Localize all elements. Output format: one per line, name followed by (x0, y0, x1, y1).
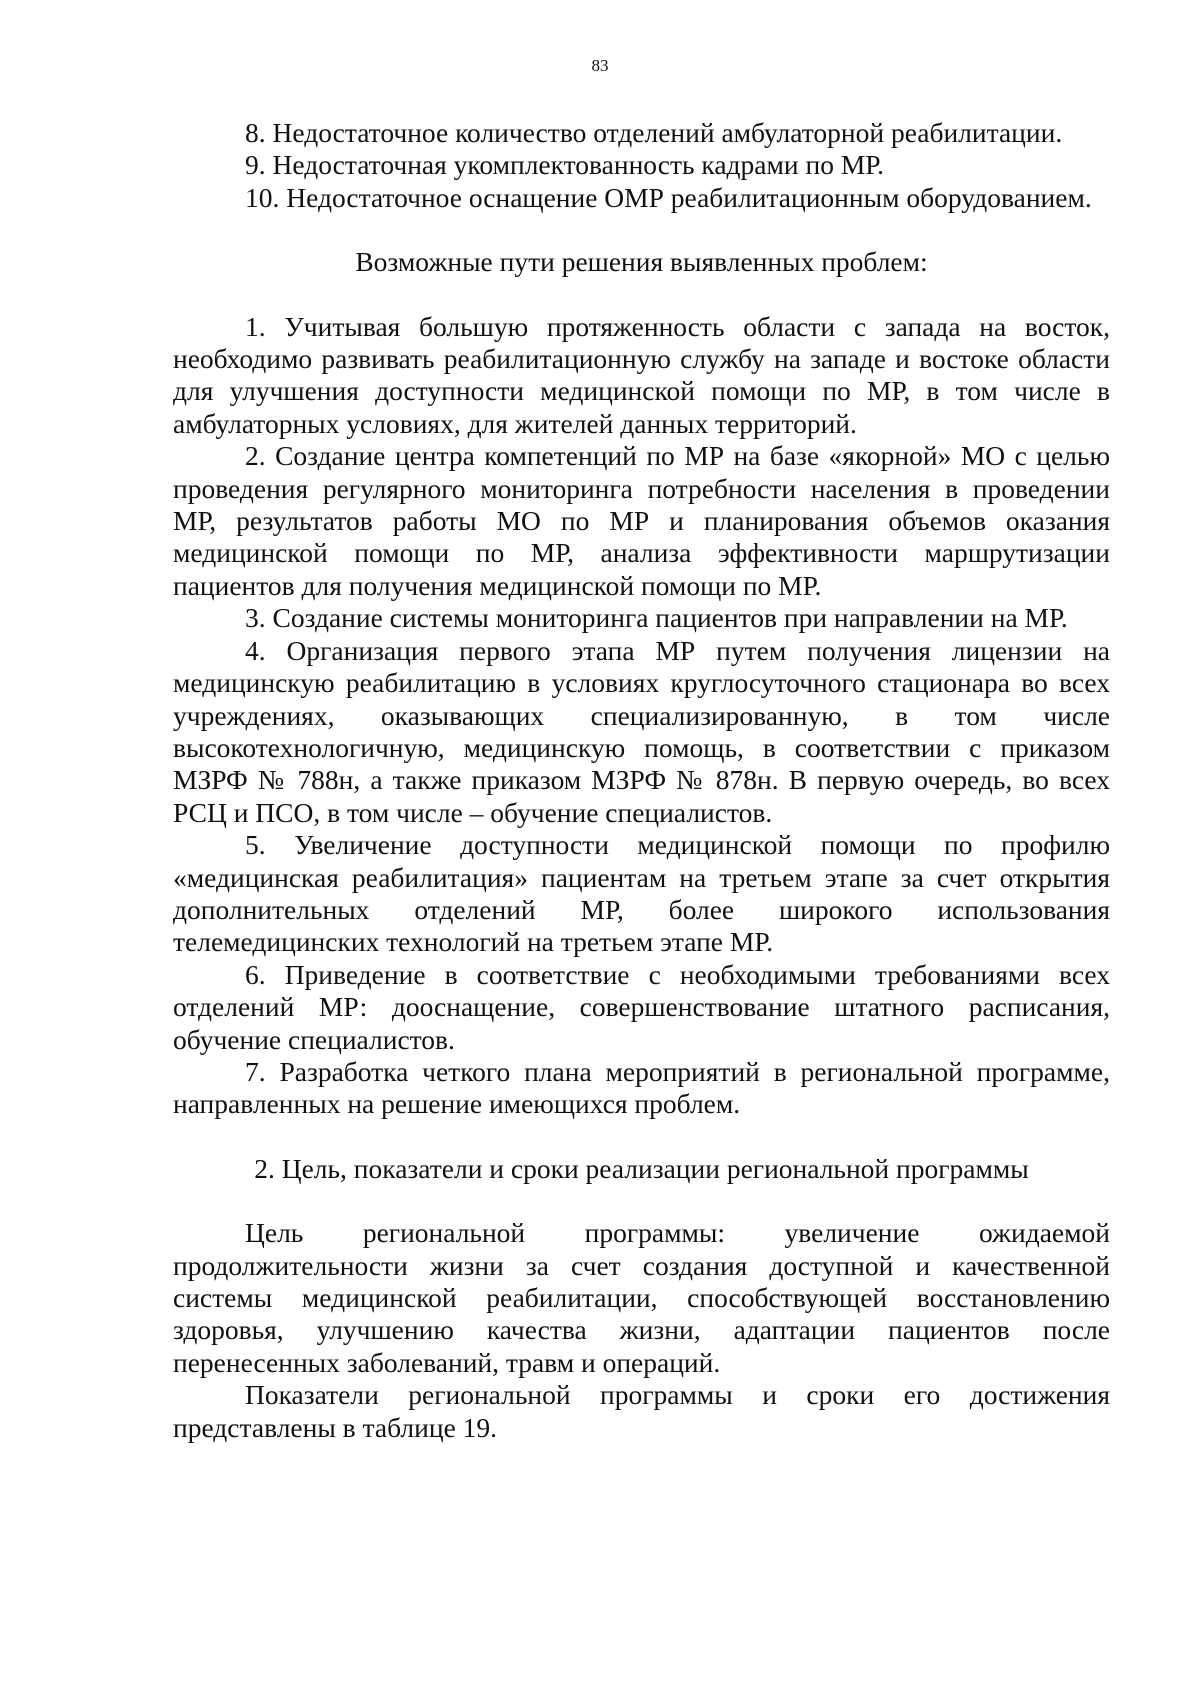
solutions-heading: Возможные пути решения выявленных проблем: (355, 246, 928, 278)
spacer (173, 279, 1110, 311)
problem-item-10: 10. Недостаточное оснащение ОМР реабилитационным оборудованием. (245, 181, 1092, 213)
solution-item-4: 4. Организация первого этапа МР путем получения лицензии на медицинскую реабилитацию в условиях круглосуточного стационара во всех учреждениях, оказывающих специализированную, в том числе высокотехнологичную, медицинскую помощь, в соответствии с приказом МЗРФ № 788н, а также приказом МЗРФ № 878н. В первую очередь, во всех РСЦ и ПСО, в том числе – обучение специалистов. (173, 634, 1110, 828)
solution-item-6: 6. Приведение в соответствие с необходимыми требованиями всех отделений МР: дооснащение, совершенствование штатного расписания, обучение специалистов. (173, 958, 1110, 1055)
page-number: 83 (591, 56, 609, 75)
solution-item-3: 3. Создание системы мониторинга пациентов при направлении на МР. (245, 602, 1068, 634)
problem-item-9: 9. Недостаточная укомплектованность кадрами по МР. (245, 149, 884, 181)
goal-paragraph: Цель региональной программы: увеличение ожидаемой продолжительности жизни за счет создания доступной и качественной системы медицинской реабилитации, способствующей восстановлению здоровья, улучшению качества жизни, адаптации пациентов после перенесенных заболеваний, травм и операций. (173, 1217, 1110, 1378)
indicators-paragraph: Показатели региональной программы и сроки его достижения представлены в таблице 19. (173, 1379, 1110, 1443)
spacer (173, 1121, 1110, 1153)
page-body (173, 117, 1110, 1444)
spacer (173, 1185, 1110, 1217)
solution-item-5: 5. Увеличение доступности медицинской помощи по профилю «медицинская реабилитация» пациентам на третьем этапе за счет открытия дополнительных отделений МР, более широкого использования телемедицинских технологий на третьем этапе МР. (173, 829, 1110, 958)
solution-item-2: 2. Создание центра компетенций по МР на базе «якорной» МО с целью проведения регулярного мониторинга потребности населения в проведении МР, результатов работы МО по МР и планирования объемов оказания медицинской помощи по МР, анализа эффективности маршрутизации пациентов для получения медицинской помощи по МР. (173, 440, 1110, 601)
problem-item-8: 8. Недостаточное количество отделений амбулаторной реабилитации. (245, 117, 1063, 148)
section-2-heading: 2. Цель, показатели и сроки реализации региональной программы (254, 1152, 1029, 1184)
solution-item-1: 1. Учитывая большую протяженность области с запада на восток, необходимо развивать реабилитационную службу на западе и востоке области для улучшения доступности медицинской помощи по МР, в том числе в амбулаторных условиях, для жителей данных территорий. (173, 310, 1110, 439)
solution-item-7: 7. Разработка четкого плана мероприятий в региональной программе, направленных на решение имеющихся проблем. (173, 1055, 1110, 1120)
spacer (173, 214, 1110, 246)
